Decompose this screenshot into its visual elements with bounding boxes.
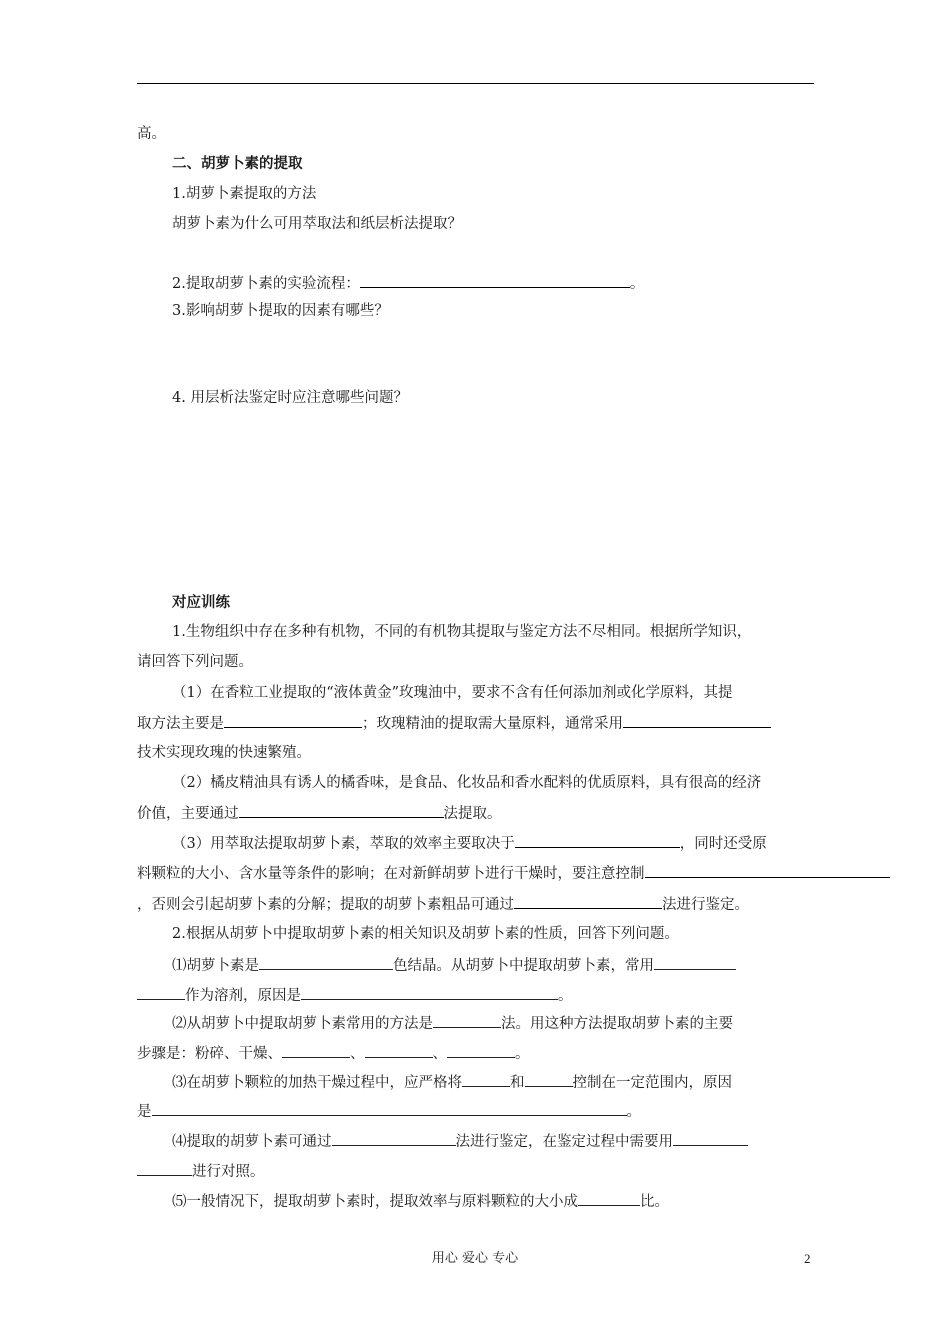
answer-blank[interactable] (623, 713, 771, 728)
question-1: 1.胡萝卜素提取的方法 (172, 186, 317, 202)
footer-motto: 用心 爱心 专心 (431, 1251, 519, 1266)
answer-blank[interactable] (360, 273, 630, 288)
item-2-line-2 (137, 1043, 530, 1064)
answer-blank[interactable] (259, 955, 393, 970)
item-3-text-b: 和 (510, 1075, 525, 1091)
question-1-sub: 胡萝卜素为什么可用萃取法和纸层析法提取？ (172, 216, 462, 232)
answer-blank[interactable] (332, 1131, 456, 1146)
item-3-text-c: 控制在一定范围内，原因 (572, 1075, 732, 1091)
sub-3-line-1 (172, 833, 767, 854)
item-1-text-b: 色结晶。从胡萝卜中提取胡萝卜素，常用 (393, 958, 654, 974)
answer-blank[interactable] (578, 1191, 640, 1206)
sub-1-text-b: ；玫瑰精油的提取需大量原料，通常采用 (362, 716, 623, 732)
item-4-line-2 (137, 1161, 265, 1182)
item-2-text-d: 。 (515, 1046, 530, 1062)
answer-blank[interactable] (137, 985, 185, 1000)
page-number: 2 (804, 1251, 811, 1266)
sub-2-text-b: 法提取。 (443, 806, 502, 822)
item-2-text-a: ⑵从胡萝卜中提取胡萝卜素常用的方法是 (172, 1016, 433, 1032)
problem-1-line-1: 1.生物组织中存在多种有机物，不同的有机物其提取与鉴定方法不尽相同。根据所学知识， (172, 624, 752, 640)
separator: 、 (350, 1046, 365, 1062)
question-2-end: 。 (629, 276, 645, 292)
continued-text: 高。 (137, 126, 166, 142)
sub-1-line-2 (137, 713, 771, 734)
item-2-text-b: 法。用这种方法提取胡萝卜素的主要 (501, 1016, 733, 1032)
answer-blank[interactable] (673, 1131, 748, 1146)
header-rule (137, 83, 814, 84)
answer-blank[interactable] (365, 1043, 433, 1058)
sub-2-line-2 (137, 803, 502, 824)
sub-3-line-3 (137, 894, 749, 915)
answer-blank[interactable] (525, 1072, 573, 1087)
sub-3-text-a: （3）用萃取法提取胡萝卜素，萃取的效率主要取决于 (172, 836, 515, 852)
answer-blank[interactable] (224, 713, 362, 728)
sub-3-text-e: 法进行鉴定。 (662, 897, 749, 913)
answer-blank[interactable] (447, 1043, 515, 1058)
item-4-text-b: 法进行鉴定，在鉴定过程中需要用 (455, 1134, 673, 1150)
item-5-text-b: 比。 (640, 1194, 669, 1210)
question-3: 3.影响胡萝卜提取的因素有哪些？ (172, 303, 389, 319)
item-1-text-a: ⑴胡萝卜素是 (172, 958, 259, 974)
item-5-line-1 (172, 1191, 669, 1212)
sub-1-text-a: 取方法主要是 (137, 716, 224, 732)
separator: 、 (432, 1046, 447, 1062)
training-heading: 对应训练 (172, 594, 230, 611)
answer-blank[interactable] (462, 1072, 510, 1087)
item-2-line-1 (172, 1013, 733, 1034)
item-3-text-e: 。 (626, 1104, 641, 1120)
answer-blank[interactable] (282, 1043, 350, 1058)
sub-1-line-3: 技术实现玫瑰的快速繁殖。 (137, 745, 311, 761)
question-2 (172, 273, 644, 294)
answer-blank[interactable] (152, 1101, 627, 1116)
sub-2-text-a: 价值，主要通过 (137, 806, 239, 822)
question-4: 4. 用层析法鉴定时应注意哪些问题？ (172, 390, 408, 406)
item-4-line-1 (172, 1131, 748, 1152)
answer-blank[interactable] (645, 863, 890, 878)
item-3-text-a: ⑶在胡萝卜颗粒的加热干燥过程中，应严格将 (172, 1075, 462, 1091)
problem-2-line-1: 2.根据从胡萝卜中提取胡萝卜素的相关知识及胡萝卜素的性质，回答下列问题。 (172, 926, 679, 942)
item-5-text-a: ⑸一般情况下，提取胡萝卜素时，提取效率与原料颗粒的大小成 (172, 1194, 578, 1210)
sub-3-text-b: ，同时还受原 (679, 836, 767, 852)
item-3-text-d: 是 (137, 1104, 152, 1120)
sub-3-text-c: 料颗粒的大小、含水量等条件的影响；在对新鲜胡萝卜进行干燥时，要注意控制 (137, 866, 645, 882)
sub-3-text-d: ，否则会引起胡萝卜素的分解；提取的胡萝卜素粗品可通过 (137, 897, 514, 913)
answer-blank[interactable] (301, 985, 558, 1000)
sub-1-line-1: （1）在香粒工业提取的“液体黄金”玫瑰油中，要求不含有任何添加剂或化学原料，其提 (172, 685, 733, 701)
answer-blank[interactable] (137, 1161, 192, 1176)
answer-blank[interactable] (239, 803, 444, 818)
answer-blank[interactable] (654, 955, 736, 970)
answer-blank[interactable] (433, 1013, 501, 1028)
item-1-text-d: 。 (558, 988, 573, 1004)
item-4-text-a: ⑷提取的胡萝卜素可通过 (172, 1134, 332, 1150)
item-2-text-c: 步骤是：粉碎、干燥、 (137, 1046, 282, 1062)
item-1-line-2 (137, 985, 573, 1006)
question-2-text: 2.提取胡萝卜素的实验流程： (172, 276, 360, 292)
answer-blank[interactable] (515, 833, 680, 848)
item-3-line-1 (172, 1072, 732, 1093)
answer-blank[interactable] (514, 894, 662, 909)
problem-1-line-2: 请回答下列问题。 (137, 654, 253, 670)
item-4-text-c: 进行对照。 (192, 1164, 265, 1180)
item-1-text-c: 作为溶剂，原因是 (185, 988, 301, 1004)
sub-2-line-1: （2）橘皮精油具有诱人的橘香味，是食品、化妆品和香水配料的优质原料，具有很高的经济 (172, 775, 762, 791)
item-1-line-1 (172, 955, 736, 976)
sub-3-line-2 (137, 863, 890, 884)
section-heading: 二、胡萝卜素的提取 (172, 155, 303, 172)
item-3-line-2 (137, 1101, 641, 1122)
